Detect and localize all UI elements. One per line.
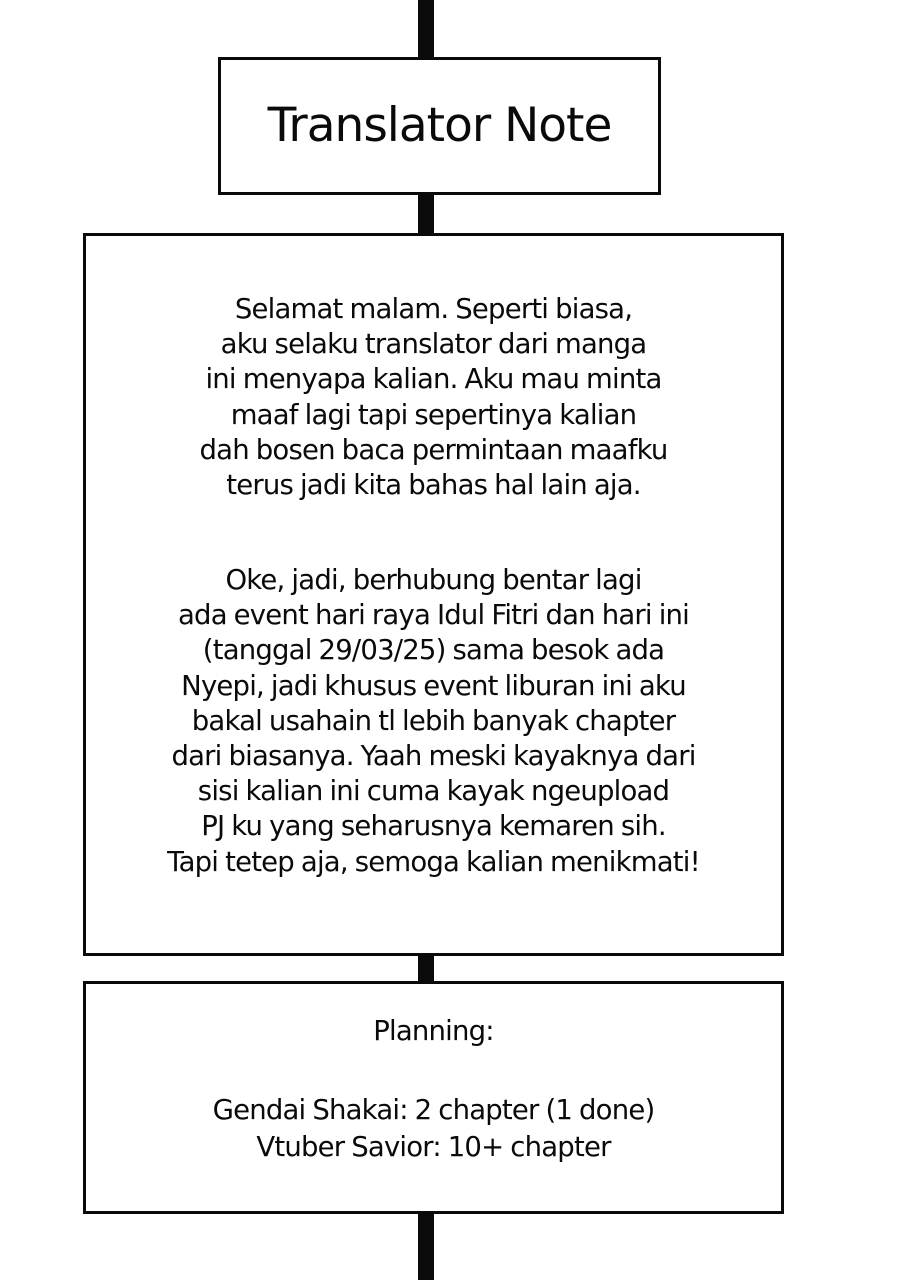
note-line: dari biasanya. Yaah meski kayaknya dari <box>171 740 696 773</box>
note-paragraph-event <box>86 563 781 880</box>
note-line: ada event hari raya Idul Fitri dan hari ini <box>177 599 690 632</box>
note-line: sisi kalian ini cuma kayak ngeupload <box>197 775 670 808</box>
note-line: terus jadi kita bahas hal lain aja. <box>226 469 641 502</box>
note-line: aku selaku translator dari manga <box>220 328 647 361</box>
title-box <box>218 57 661 195</box>
note-line: dah bosen baca permintaan maafku <box>199 433 668 466</box>
connector-line-bottom <box>418 1212 434 1280</box>
note-line: ini menyapa kalian. Aku mau minta <box>205 363 662 396</box>
note-line: maaf lagi tapi sepertinya kalian <box>230 398 637 431</box>
planning-list <box>86 1092 781 1166</box>
note-line: PJ ku yang seharusnya kemaren sih. <box>201 810 666 843</box>
planning-item: Vtuber Savior: 10+ chapter <box>256 1131 611 1163</box>
note-box <box>83 233 784 956</box>
connector-line-top <box>418 0 434 58</box>
note-line: Oke, jadi, berhubung bentar lagi <box>225 564 642 596</box>
page-title: Translator Note <box>267 97 612 153</box>
planning-heading: Planning: <box>373 1015 494 1047</box>
note-line: Nyepi, jadi khusus event liburan ini aku <box>181 669 686 702</box>
note-paragraph-greeting <box>86 292 781 503</box>
note-line: bakal usahain tl lebih banyak chapter <box>191 704 676 737</box>
note-line: Selamat malam. Seperti biasa, <box>234 293 633 325</box>
connector-line-main-to-planning <box>418 954 434 983</box>
connector-line-title-to-main <box>418 193 434 235</box>
note-line: (tanggal 29/03/25) sama besok ada <box>202 634 665 667</box>
planning-box <box>83 981 784 1214</box>
note-line: Tapi tetep aja, semoga kalian menikmati! <box>167 845 700 878</box>
planning-item: Gendai Shakai: 2 chapter (1 done) <box>212 1094 655 1126</box>
